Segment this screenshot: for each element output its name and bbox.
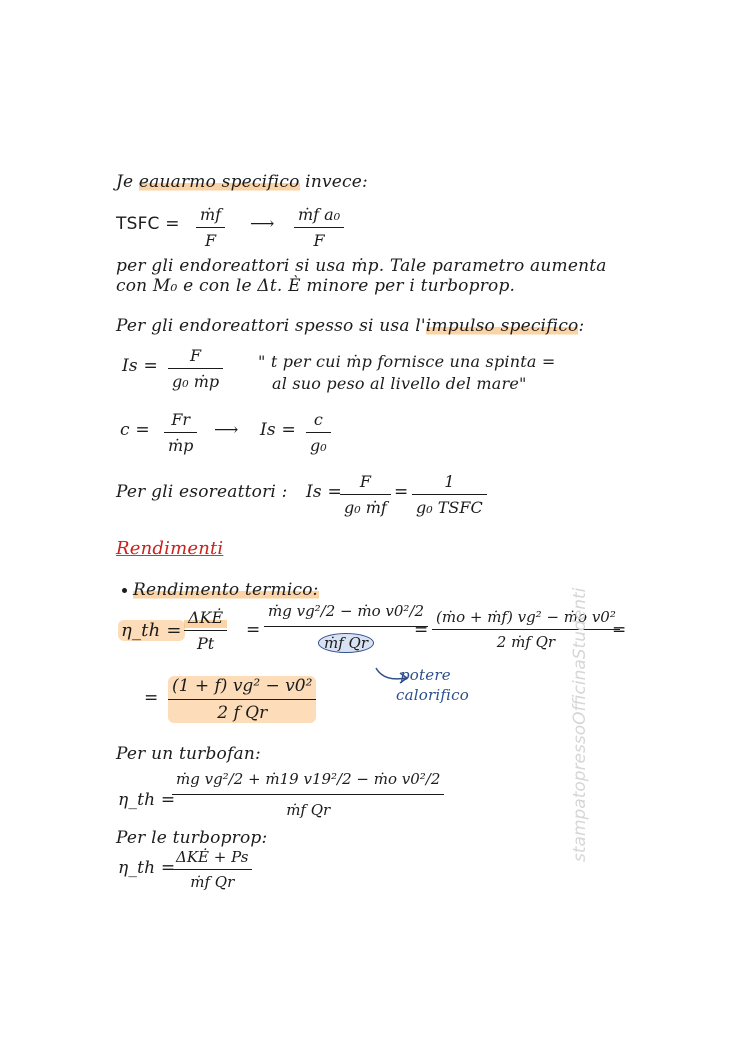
eta2-num: (1 + f) vg² − v0²: [168, 676, 316, 700]
eta1-fraction-1: [184, 608, 227, 653]
tsfc-lhs: TSFC =: [116, 214, 180, 234]
turboprop-label: Per le turboprop:: [116, 828, 268, 848]
intro-suffix: invece:: [299, 172, 368, 192]
tsfc-den-1: F: [204, 231, 217, 250]
para1-line2: con M₀ e con le Δt. È minore per i turboprop.: [116, 276, 516, 296]
eso-num-2: 1: [412, 472, 487, 495]
eta1-lhs: η_th =: [118, 620, 185, 641]
eta1-den-3: 2 ṁf Qr: [496, 633, 556, 651]
eso-lhs: Is =: [306, 482, 342, 502]
para1-line1: per gli endoreattori si usa ṁp. Tale parametro aumenta: [116, 256, 607, 276]
c-fraction-2: [306, 410, 331, 455]
c-num: Fr: [164, 410, 197, 433]
tsfc-fraction-2: [294, 205, 344, 250]
intro-highlight: eauarmo specifico: [138, 172, 300, 192]
turbofan-num: ṁg vg²/2 + ṁ19 v19²/2 − ṁo v0²/2: [172, 770, 444, 795]
intro-prefix: Je: [116, 172, 139, 192]
eso-eq: =: [394, 482, 409, 502]
eso-fraction-2: [412, 472, 487, 517]
potere-line1: potere: [400, 666, 451, 684]
tsfc-den-2: F: [313, 231, 325, 250]
intro-line: [116, 172, 368, 192]
potere-line2: calorifico: [396, 686, 469, 704]
tsfc-fraction-1: [196, 205, 225, 250]
eta1-eq-1: =: [246, 620, 261, 640]
eta1-eq-2: =: [414, 620, 429, 640]
turbofan-fraction: [172, 770, 444, 819]
eta1-den-2-circled: ṁf Qr: [318, 633, 374, 653]
c-fraction: [164, 410, 197, 455]
eso-fraction: [340, 472, 391, 517]
eta2-eq: =: [144, 688, 159, 708]
eta1-eq-3: =: [612, 620, 627, 640]
para2-highlight: impulso specifico: [425, 316, 579, 336]
eta1-fraction-3: [432, 608, 620, 651]
eta1-num-2: ṁg vg²/2 − ṁo v0²/2: [264, 602, 428, 627]
is-den: g₀ ṁp: [172, 372, 220, 391]
eta1-den-2: [264, 627, 428, 653]
eta1-den-1: Pt: [196, 634, 215, 653]
is-lhs: Is =: [122, 356, 158, 376]
c-arrow: ⟶: [214, 420, 239, 440]
eta2-fraction: [168, 676, 316, 723]
rend-termico-label: [122, 580, 319, 600]
tsfc-num-1: ṁf: [196, 205, 225, 228]
eso-den-2: g₀ TSFC: [416, 498, 483, 517]
turbofan-lhs: η_th =: [118, 790, 176, 810]
turboprop-den: ṁf Qr: [190, 873, 235, 891]
is-note-1: " t per cui ṁp fornisce una spinta =: [258, 352, 556, 371]
eta1-num-3: (ṁo + ṁf) vg² − ṁo v0²: [432, 608, 620, 630]
is-note-2: al suo peso al livello del mare": [272, 374, 527, 393]
turbofan-den: ṁf Qr: [286, 801, 331, 819]
tsfc-arrow: ⟶: [250, 214, 275, 234]
eso-num: F: [340, 472, 391, 495]
turboprop-num: ΔKĖ + Ps: [172, 848, 252, 870]
bullet-icon: [122, 588, 127, 593]
c-lhs: c =: [120, 420, 150, 440]
is-fraction: [168, 346, 223, 391]
c-den: ṁp: [168, 436, 194, 455]
section-title-rendimenti: Rendimenti: [116, 538, 224, 559]
eso-prefix: Per gli esoreattori :: [116, 482, 288, 502]
eta1-fraction-2: [264, 602, 428, 653]
para2-line: [116, 316, 584, 336]
eta1-num-1: ΔKĖ: [184, 608, 227, 631]
turbofan-label: Per un turbofan:: [116, 744, 261, 764]
para2-prefix: Per gli endoreattori spesso si usa l': [116, 316, 426, 336]
c-num-2: c: [306, 410, 331, 433]
eta2-den: 2 f Qr: [217, 703, 268, 723]
turboprop-fraction: [172, 848, 252, 891]
c-den-2: g₀: [310, 436, 327, 455]
turboprop-lhs: η_th =: [118, 858, 176, 878]
para2-suffix: :: [578, 316, 585, 336]
tsfc-num-2: ṁf a₀: [294, 205, 344, 228]
watermark: stampatopressoOfficinaStudenti: [570, 587, 590, 862]
rend-termico-text: Rendimento termico:: [133, 580, 319, 600]
c-rhs: Is =: [260, 420, 296, 440]
is-num: F: [168, 346, 223, 369]
eso-den: g₀ ṁf: [344, 498, 387, 517]
